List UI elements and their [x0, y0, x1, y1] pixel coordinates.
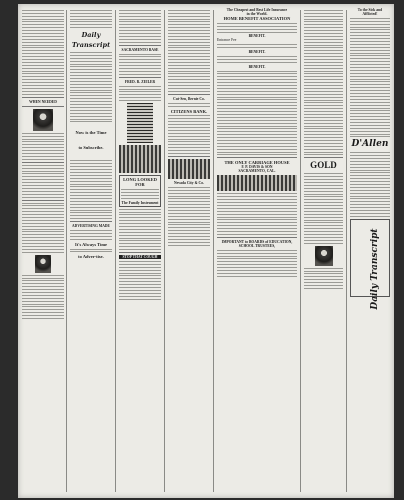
newspaper-page	[18, 4, 394, 498]
school-ad-subtitle: SCHOOL TRUSTEES,	[238, 243, 276, 248]
column-rule	[164, 10, 165, 492]
column-rule	[115, 10, 116, 492]
daily-transcript-vertical: Daily Transcript	[370, 228, 380, 310]
col1-title: WHEN NEEDED	[29, 99, 57, 104]
column-2	[68, 8, 114, 494]
benefit-heading: BENEFIT.	[248, 34, 266, 39]
carriage-house-title: THE ONLY CARRIAGE HOUSE	[224, 160, 290, 166]
insurance-tagline: in the World.	[246, 12, 268, 16]
family-instrument-ad	[119, 175, 161, 206]
benefit-heading: BENEFIT.	[248, 64, 266, 69]
gold-heading: GOLD	[310, 160, 337, 171]
carriage-woodcut	[217, 175, 297, 191]
carriage-firm: F. P. DAVIS & SON	[241, 165, 273, 170]
fee-line: Entrance Fee	[217, 38, 237, 43]
illustration	[168, 159, 210, 179]
portrait-engraving	[35, 255, 51, 273]
daily-transcript-header: Daily Transcript	[71, 31, 111, 50]
column-rule	[213, 10, 214, 492]
bank-title: CITIZENS BANK.	[170, 108, 208, 114]
portrait-engraving	[33, 109, 53, 131]
box-title: LONG LOOKED FOR	[123, 177, 157, 188]
headline: SACRAMENTO BASE	[121, 47, 159, 52]
cough-ad-title: STOP THAT COUGH	[119, 255, 161, 259]
insurance-tagline: The Cheapest and Best Life Insurance	[226, 8, 288, 12]
column-3	[117, 8, 163, 494]
sick-afflicted-heading: To the Sick and Afflicted!	[357, 8, 383, 16]
column-1	[20, 8, 66, 494]
column-6	[302, 8, 345, 494]
text-block	[22, 10, 64, 95]
buggy-woodcut	[119, 145, 161, 173]
column-5	[215, 8, 299, 494]
footer-line: to Adver-tise.	[78, 254, 104, 260]
column-rule	[346, 10, 347, 492]
association-title: HOME BENEFIT ASSOCIATION	[223, 16, 291, 21]
daily-transcript-ad	[350, 219, 390, 310]
ad-line: to Subscribe.	[78, 145, 104, 151]
carriage-city: SACRAMENTO, CAL.	[238, 169, 276, 174]
middle-title: Nevada City & Co.	[174, 180, 204, 185]
footer-line: ADVERTISING MADE	[72, 224, 110, 229]
column-4	[166, 8, 212, 494]
box-subtitle: The Family Instrument	[121, 200, 159, 205]
column-7	[348, 8, 392, 494]
school-ad-title: IMPORTANT to BOARDS of EDUCATION,	[221, 239, 293, 244]
column-rule	[66, 10, 67, 492]
vertical-ad-graphic	[127, 103, 153, 143]
footer-line: It's Always Time	[74, 241, 108, 247]
dallen-heading: D'Allen	[351, 139, 389, 150]
column-rule	[300, 10, 301, 492]
section-head: Cut-Sen, Bernie Co.	[173, 96, 205, 101]
ad-line: Now is the Time	[75, 130, 107, 136]
portrait-engraving	[315, 246, 333, 266]
headline: FRED. R. ZEILER	[124, 79, 156, 84]
benefit-heading: BENEFIT.	[248, 50, 266, 55]
